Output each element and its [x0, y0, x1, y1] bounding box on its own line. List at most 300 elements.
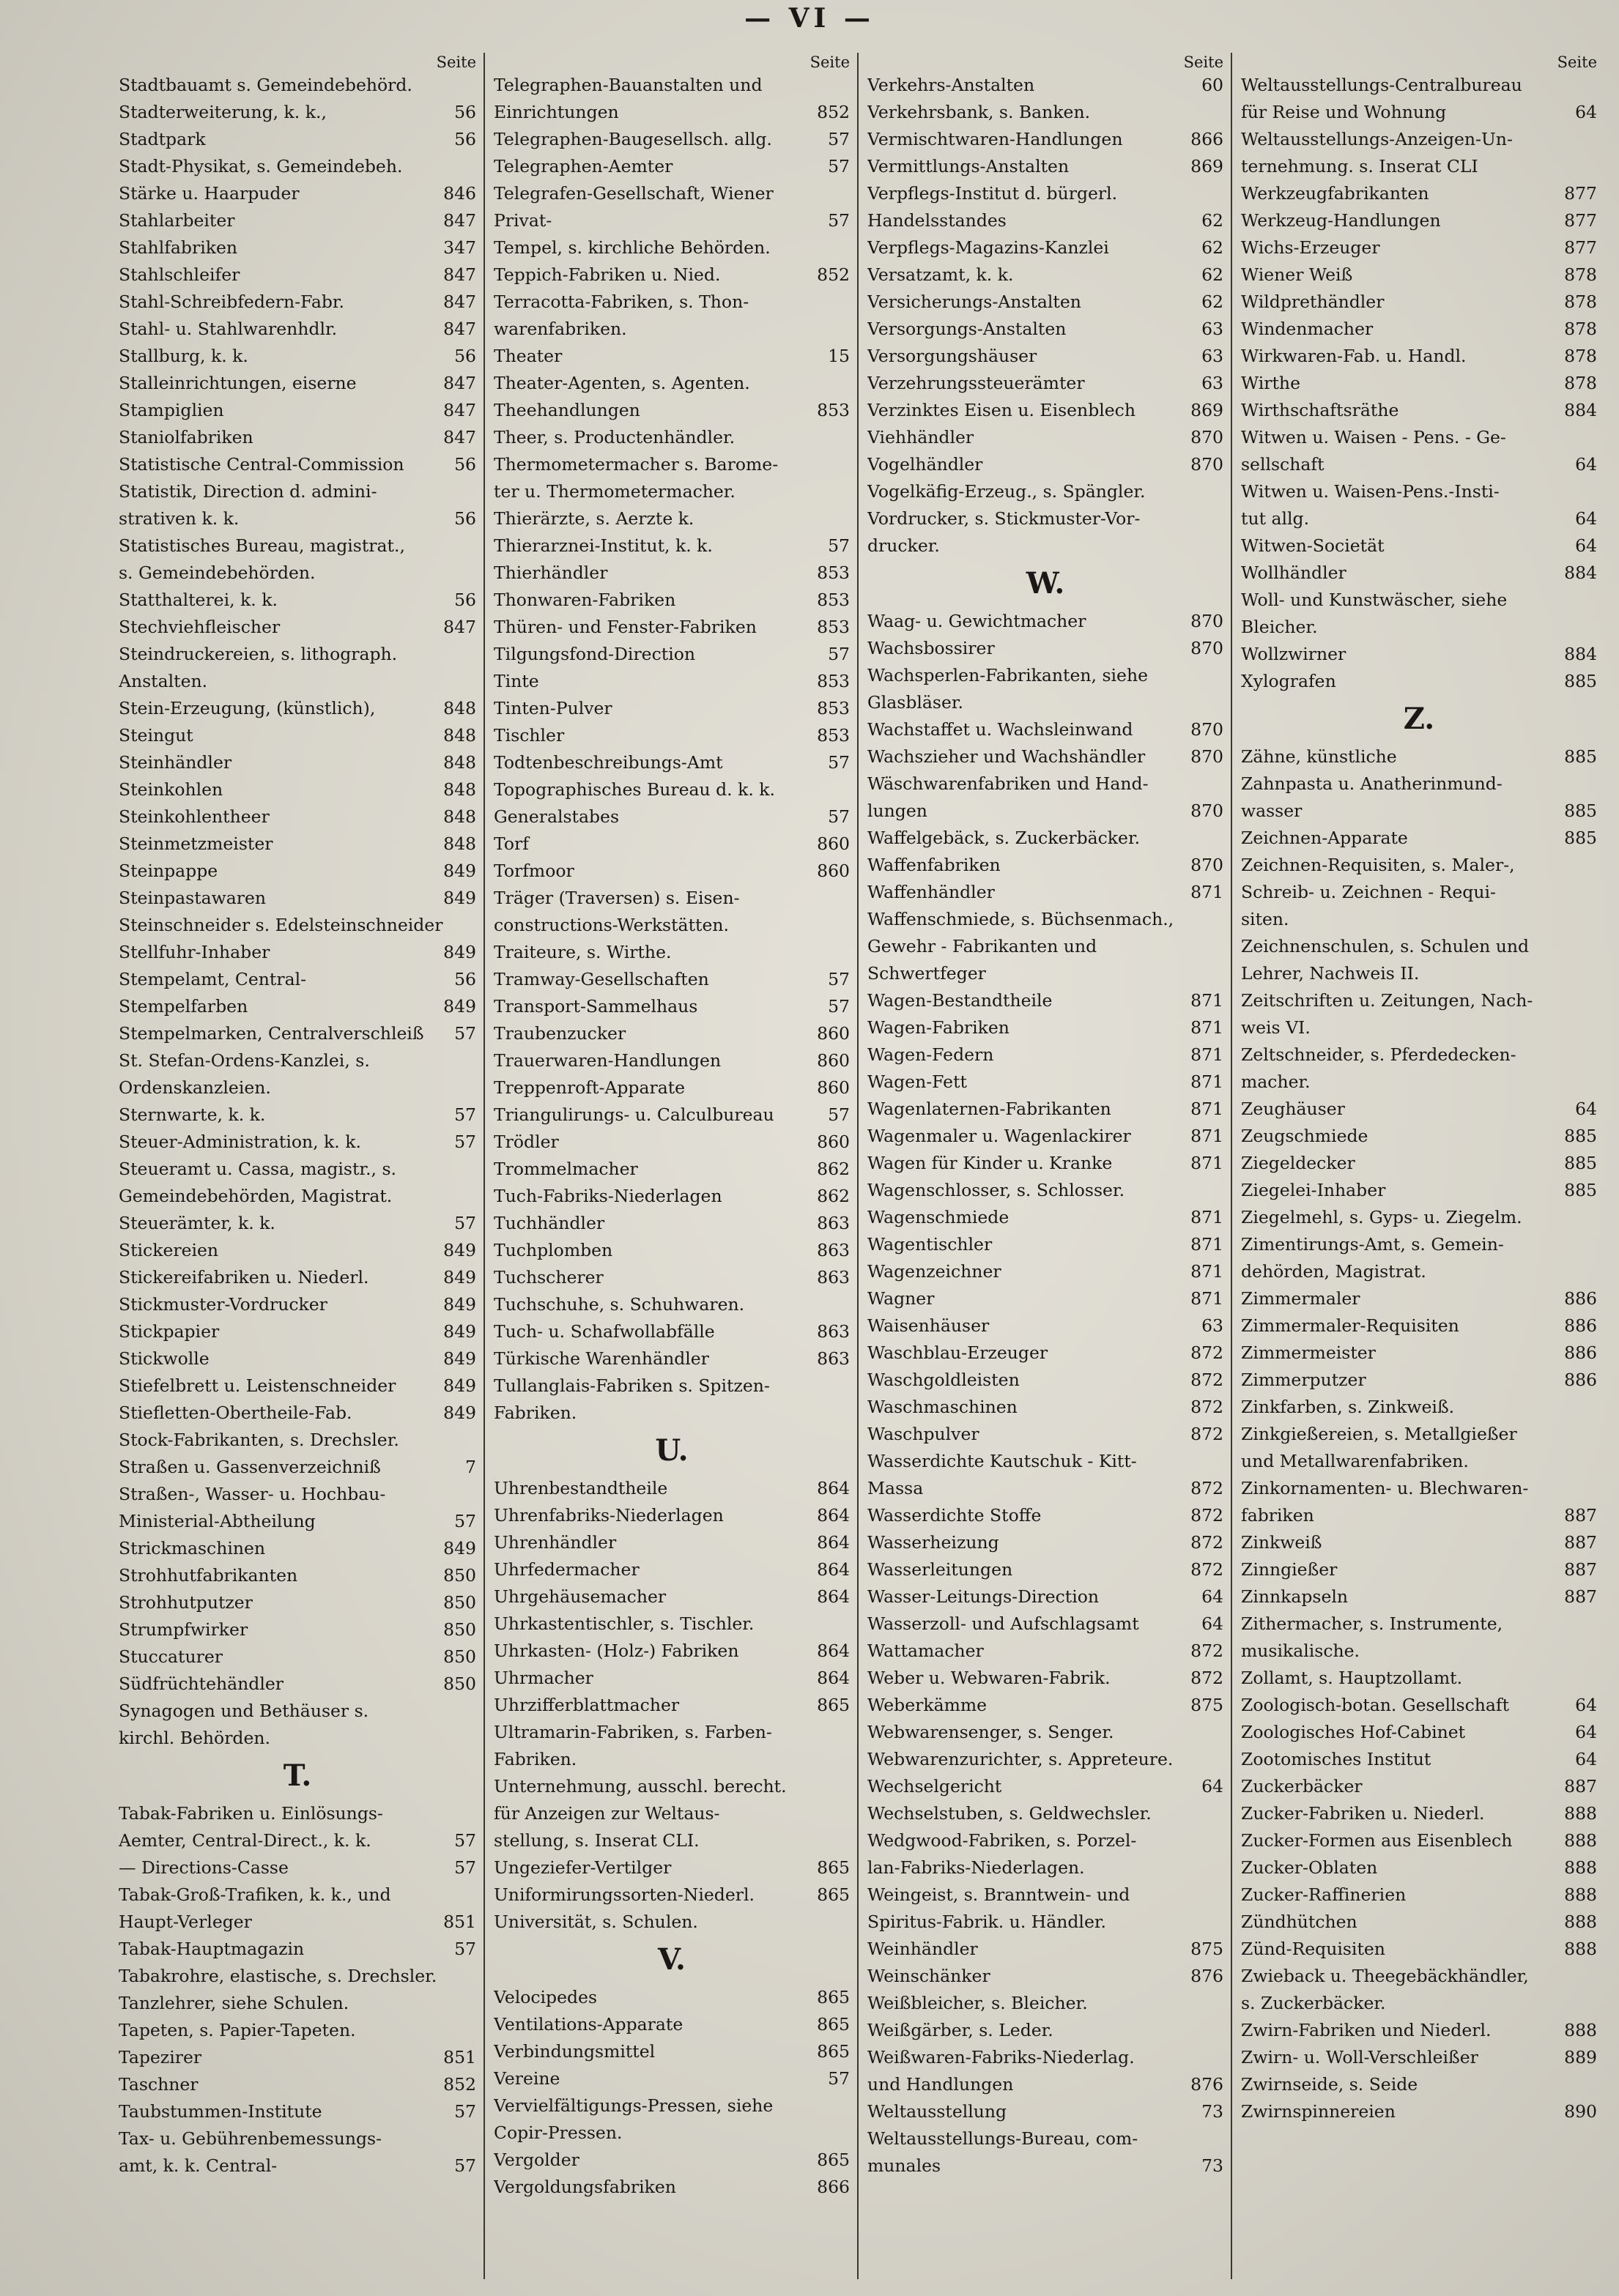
- entry-page: 57: [828, 1104, 850, 1125]
- entry-page: 64: [1201, 1613, 1223, 1634]
- entry-page: 870: [1190, 427, 1223, 447]
- index-entry: [494, 1129, 850, 1156]
- index-entry: [867, 1069, 1223, 1096]
- entry-term: Haupt-Verleger: [119, 1912, 252, 1932]
- index-entry: [867, 261, 1223, 289]
- index-entry: [1241, 798, 1597, 825]
- index-entry: [119, 1616, 476, 1643]
- entry-page: 863: [817, 1240, 850, 1260]
- entry-page: 849: [443, 1240, 476, 1260]
- index-entry: [867, 126, 1223, 153]
- entry-term: Verzinktes Eisen u. Eisenblech: [867, 400, 1135, 420]
- index-entry: [1241, 1854, 1597, 1881]
- entry-term: Stahlarbeiter: [119, 210, 235, 231]
- index-entry: [494, 451, 850, 478]
- entry-term: Stickereifabriken u. Niederl.: [119, 1267, 369, 1288]
- entry-term: Terracotta-Fabriken, s. Thon-: [494, 291, 749, 312]
- entry-page: 64: [1575, 454, 1597, 475]
- index-entry: [494, 1529, 850, 1556]
- entry-page: 853: [817, 698, 850, 718]
- index-entry: [119, 966, 476, 993]
- index-entry: [494, 1475, 850, 1502]
- entry-term: Waisenhäuser: [867, 1315, 990, 1336]
- entry-page: 64: [1575, 535, 1597, 556]
- index-entry: [867, 532, 1223, 560]
- index-entry: [1241, 370, 1597, 397]
- entry-term: Vogelkäfig-Erzeug., s. Spängler.: [867, 481, 1146, 502]
- entry-term: Zinnkapseln: [1241, 1586, 1349, 1607]
- entry-term: Tapezirer: [119, 2047, 202, 2067]
- entry-page: 847: [443, 210, 476, 231]
- index-entry: [119, 560, 476, 587]
- index-entry: [1241, 641, 1597, 668]
- entry-term: Einrichtungen: [494, 102, 619, 122]
- index-entry: [1241, 234, 1597, 261]
- index-entry: [119, 831, 476, 858]
- entry-term: Stempelfarben: [119, 996, 248, 1017]
- entry-term: Statistische Central-Commission: [119, 454, 404, 475]
- entry-term: Schreib- u. Zeichnen - Requi-: [1241, 882, 1496, 902]
- entry-term: Tempel, s. kirchliche Behörden.: [494, 237, 771, 258]
- index-entry: [1241, 1312, 1597, 1340]
- index-entry: [119, 1725, 476, 1752]
- entry-page: 7: [465, 1457, 476, 1477]
- index-entry: [119, 1372, 476, 1400]
- entry-term: Werkzeug-Handlungen: [1241, 210, 1441, 231]
- index-entry: [867, 99, 1223, 126]
- entry-term: Steueramt u. Cassa, magistr., s.: [119, 1159, 397, 1179]
- index-entry: [494, 587, 850, 614]
- entry-term: Ungeziefer-Vertilger: [494, 1857, 672, 1878]
- index-entry: [494, 1827, 850, 1854]
- section-letter: Z.: [1403, 702, 1435, 736]
- index-entry: [1241, 1583, 1597, 1610]
- entry-term: Ziegeldecker: [1241, 1153, 1355, 1173]
- entry-term: Steindruckereien, s. lithograph.: [119, 644, 398, 664]
- entry-page: 864: [817, 1668, 850, 1688]
- index-entry: [494, 858, 850, 885]
- entry-term: Vermischtwaren-Handlungen: [867, 129, 1123, 149]
- index-entry: [1241, 1177, 1597, 1204]
- entry-term: Zimmermeister: [1241, 1342, 1376, 1363]
- index-entry: [494, 560, 850, 587]
- entry-page: 63: [1201, 319, 1223, 339]
- entry-page: 847: [443, 264, 476, 285]
- entry-page: 888: [1564, 1912, 1597, 1932]
- entry-term: Vergolder: [494, 2150, 579, 2170]
- entry-term: Stellfuhr-Inhaber: [119, 942, 270, 962]
- entry-page: 872: [1190, 1505, 1223, 1526]
- index-entry: [119, 1183, 476, 1210]
- entry-term: Zinngießer: [1241, 1559, 1338, 1580]
- entry-term: Ziegelei-Inhaber: [1241, 1180, 1386, 1200]
- index-entry: [494, 641, 850, 668]
- entry-page: 15: [828, 346, 850, 366]
- entry-term: Steinkohlen: [119, 779, 223, 800]
- index-entry: [119, 587, 476, 614]
- entry-term: Uniformirungssorten-Niederl.: [494, 1884, 755, 1905]
- entry-term: Gemeindebehörden, Magistrat.: [119, 1186, 393, 1206]
- entry-page: 848: [443, 833, 476, 854]
- entry-page: 853: [817, 617, 850, 637]
- entry-term: Stiefletten-Obertheile-Fab.: [119, 1403, 352, 1423]
- index-entry: [494, 2011, 850, 2038]
- index-entry: [119, 1671, 476, 1698]
- index-entry: [1241, 1150, 1597, 1177]
- entry-term: Werkzeugfabrikanten: [1241, 183, 1429, 204]
- entry-term: St. Stefan-Ordens-Kanzlei, s.: [119, 1050, 370, 1071]
- entry-page: 853: [817, 725, 850, 746]
- entry-term: Zwirn- u. Woll-Verschleißer: [1241, 2047, 1478, 2067]
- entry-term: Sternwarte, k. k.: [119, 1104, 266, 1125]
- index-entry: [1241, 1014, 1597, 1041]
- index-entry: [1241, 614, 1597, 641]
- entry-term: Stampiglien: [119, 400, 224, 420]
- index-entry: [1241, 1936, 1597, 1963]
- entry-term: fabriken: [1241, 1505, 1314, 1526]
- index-entry: [867, 1150, 1223, 1177]
- entry-term: Generalstabes: [494, 806, 620, 827]
- index-entry: [1241, 1394, 1597, 1421]
- index-entry: [867, 180, 1223, 207]
- entry-page: 852: [817, 264, 850, 285]
- entry-page: 890: [1564, 2101, 1597, 2122]
- entry-term: Stadterweiterung, k. k.,: [119, 102, 327, 122]
- entry-page: 850: [443, 1646, 476, 1667]
- entry-term: Tuchscherer: [494, 1267, 604, 1288]
- entry-term: Zündhütchen: [1241, 1912, 1357, 1932]
- entry-term: Telegraphen-Baugesellsch. allg.: [494, 129, 772, 149]
- entry-page: 848: [443, 752, 476, 773]
- entry-term: Zimmermaler: [1241, 1288, 1360, 1309]
- entry-term: Steuerämter, k. k.: [119, 1213, 275, 1233]
- entry-term: Versorgungshäuser: [867, 346, 1037, 366]
- entry-term: Tinten-Pulver: [494, 698, 612, 718]
- index-entry: [494, 316, 850, 343]
- index-entry: [494, 343, 850, 370]
- index-entry: [867, 1963, 1223, 1990]
- entry-page: 62: [1201, 291, 1223, 312]
- entry-page: 64: [1575, 102, 1597, 122]
- entry-term: Statistik, Direction d. admini-: [119, 481, 377, 502]
- section-letter: V.: [658, 1942, 686, 1977]
- entry-page: 885: [1564, 828, 1597, 848]
- index-entry: [119, 695, 476, 722]
- entry-term: Tuch-Fabriks-Niederlagen: [494, 1186, 722, 1206]
- entry-page: 57: [828, 156, 850, 177]
- entry-term: Uhrenhändler: [494, 1532, 617, 1553]
- index-entry: [867, 1177, 1223, 1204]
- entry-term: Stempelmarken, Centralverschleiß: [119, 1023, 424, 1044]
- entry-term: Steuer-Administration, k. k.: [119, 1132, 361, 1152]
- entry-term: Taschner: [119, 2074, 199, 2095]
- index-entry: [1241, 505, 1597, 532]
- entry-page: 864: [817, 1532, 850, 1553]
- index-entry: [494, 1264, 850, 1291]
- entry-page: 870: [1190, 719, 1223, 740]
- entry-page: 851: [443, 1912, 476, 1932]
- entry-term: Witwen-Societät: [1241, 535, 1385, 556]
- index-entry: [494, 1400, 850, 1427]
- entry-page: 864: [817, 1505, 850, 1526]
- entry-page: 878: [1564, 373, 1597, 393]
- entry-page: 888: [1564, 1830, 1597, 1851]
- entry-term: Copir-Pressen.: [494, 2122, 623, 2143]
- entry-term: Theater: [494, 346, 563, 366]
- entry-page: 872: [1190, 1370, 1223, 1390]
- index-column-3: [857, 53, 1231, 2279]
- entry-page: 871: [1190, 1288, 1223, 1309]
- entry-term: Triangulirungs- u. Calculbureau: [494, 1104, 774, 1125]
- index-entry: [119, 2017, 476, 2044]
- index-entry: [867, 1340, 1223, 1367]
- entry-page: 886: [1564, 1370, 1597, 1390]
- entry-term: Wagner: [867, 1288, 935, 1309]
- entry-term: Lehrer, Nachweis II.: [1241, 963, 1420, 984]
- entry-term: s. Zuckerbäcker.: [1241, 1993, 1386, 2013]
- entry-page: 869: [1190, 156, 1223, 177]
- entry-term: Zinkweiß: [1241, 1532, 1322, 1553]
- entry-term: Stahlfabriken: [119, 237, 237, 258]
- entry-page: 57: [828, 535, 850, 556]
- index-entry: [867, 370, 1223, 397]
- index-entry: [1241, 668, 1597, 695]
- index-entry: [494, 1773, 850, 1800]
- index-entry: [867, 1394, 1223, 1421]
- entry-term: Tax- u. Gebührenbemessungs-: [119, 2128, 382, 2149]
- entry-term: Versatzamt, k. k.: [867, 264, 1014, 285]
- index-entry: [1241, 852, 1597, 879]
- entry-term: Trauerwaren-Handlungen: [494, 1050, 722, 1071]
- entry-term: Steinkohlentheer: [119, 806, 270, 827]
- entry-term: Weltausstellungs-Bureau, com-: [867, 2128, 1138, 2149]
- index-entry: [867, 960, 1223, 987]
- index-entry: [867, 1421, 1223, 1448]
- index-entry: [1241, 1719, 1597, 1746]
- entry-page: 57: [454, 1857, 476, 1878]
- entry-term: Stallburg, k. k.: [119, 346, 248, 366]
- index-entry: [1241, 1773, 1597, 1800]
- entry-page: 888: [1564, 1939, 1597, 1959]
- entry-term: für Anzeigen zur Weltaus-: [494, 1803, 720, 1824]
- index-entry: [119, 532, 476, 560]
- index-entry: [494, 1210, 850, 1237]
- entry-page: 850: [443, 1619, 476, 1640]
- entry-page: 57: [828, 644, 850, 664]
- index-entry: [1241, 72, 1597, 99]
- entry-term: Weingeist, s. Branntwein- und: [867, 1884, 1130, 1905]
- index-entry: [494, 289, 850, 316]
- entry-term: Webwarenzurichter, s. Appreteure.: [867, 1749, 1174, 1769]
- column-header-seite: Seite: [1183, 53, 1223, 71]
- index-entry: [119, 1156, 476, 1183]
- entry-page: 860: [817, 1077, 850, 1098]
- entry-term: Tuchhändler: [494, 1213, 605, 1233]
- index-entry: [494, 695, 850, 722]
- entry-term: Wasserheizung: [867, 1532, 999, 1553]
- entry-page: 57: [454, 1104, 476, 1125]
- entry-term: Stadtbauamt s. Gemeindebehörd.: [119, 75, 412, 95]
- entry-term: Velocipedes: [494, 1987, 598, 2007]
- index-entry: [1241, 261, 1597, 289]
- entry-term: Zinkfarben, s. Zinkweiß.: [1241, 1397, 1455, 1417]
- entry-term: Uhrzifferblattmacher: [494, 1695, 680, 1715]
- index-entry: [494, 1318, 850, 1345]
- index-entry: [119, 993, 476, 1020]
- entry-page: 851: [443, 2047, 476, 2067]
- index-entry: [494, 532, 850, 560]
- index-entry: [1241, 289, 1597, 316]
- entry-page: 872: [1190, 1397, 1223, 1417]
- entry-term: Wasserleitungen: [867, 1559, 1013, 1580]
- entry-page: 57: [828, 210, 850, 231]
- entry-term: Stickpapier: [119, 1321, 220, 1342]
- index-entry: [867, 289, 1223, 316]
- entry-term: Topographisches Bureau d. k. k.: [494, 779, 775, 800]
- index-entry: [494, 668, 850, 695]
- entry-term: Tullanglais-Fabriken s. Spitzen-: [494, 1375, 770, 1396]
- entry-page: 863: [817, 1213, 850, 1233]
- entry-term: Schwertfeger: [867, 963, 986, 984]
- entry-page: 863: [817, 1321, 850, 1342]
- entry-page: 847: [443, 319, 476, 339]
- entry-page: 872: [1190, 1478, 1223, 1498]
- entry-term: Uhrenbestandtheile: [494, 1478, 668, 1498]
- entry-page: 853: [817, 562, 850, 583]
- index-column-1: [110, 53, 484, 2279]
- entry-page: 871: [1190, 990, 1223, 1011]
- entry-page: 878: [1564, 346, 1597, 366]
- entry-term: Stiefelbrett u. Leistenschneider: [119, 1375, 396, 1396]
- entry-page: 57: [828, 969, 850, 989]
- entry-page: 865: [817, 1884, 850, 1905]
- index-entry: [867, 1231, 1223, 1258]
- entry-term: Synagogen und Bethäuser s.: [119, 1701, 369, 1721]
- entry-page: 863: [817, 1348, 850, 1369]
- entry-term: Stock-Fabrikanten, s. Drechsler.: [119, 1430, 399, 1450]
- index-entry: [867, 1773, 1223, 1800]
- entry-page: 64: [1201, 1586, 1223, 1607]
- entry-page: 872: [1190, 1424, 1223, 1444]
- index-entry: [494, 749, 850, 776]
- index-entry: [119, 885, 476, 912]
- entry-page: 872: [1190, 1342, 1223, 1363]
- entry-term: Wagenschlosser, s. Schlosser.: [867, 1180, 1125, 1200]
- index-entry: [494, 424, 850, 451]
- entry-page: 885: [1564, 800, 1597, 821]
- index-entry: [119, 316, 476, 343]
- entry-page: 877: [1564, 237, 1597, 258]
- entry-page: 864: [817, 1641, 850, 1661]
- index-entry: [1241, 424, 1597, 451]
- index-entry: [119, 1909, 476, 1936]
- index-entry: [1241, 316, 1597, 343]
- entry-page: 57: [828, 806, 850, 827]
- entry-term: Wagenmaler u. Wagenlackirer: [867, 1126, 1131, 1146]
- entry-term: ternehmung. s. Inserat CLI: [1241, 156, 1478, 177]
- entry-page: 64: [1201, 1776, 1223, 1797]
- entry-term: Zeichnenschulen, s. Schulen und: [1241, 936, 1530, 956]
- entry-term: Tramway-Gesellschaften: [494, 969, 709, 989]
- entry-term: Weltausstellungs-Centralbureau: [1241, 75, 1522, 95]
- entry-page: 62: [1201, 264, 1223, 285]
- entry-page: 57: [454, 1830, 476, 1851]
- entry-term: Zeugschmiede: [1241, 1126, 1368, 1146]
- index-entry: [494, 180, 850, 207]
- entry-term: Stärke u. Haarpuder: [119, 183, 300, 204]
- index-entry: [867, 743, 1223, 770]
- index-entry: [494, 234, 850, 261]
- index-entry: [119, 1643, 476, 1671]
- index-entry: [119, 1047, 476, 1074]
- index-entry: [119, 478, 476, 505]
- entry-term: Fabriken.: [494, 1403, 577, 1423]
- entry-term: Steingut: [119, 725, 193, 746]
- entry-term: Torfmoor: [494, 861, 574, 881]
- entry-term: Weltausstellungs-Anzeigen-Un-: [1241, 129, 1513, 149]
- entry-page: 865: [817, 1695, 850, 1715]
- index-entry: [119, 1990, 476, 2017]
- entry-term: Stickwolle: [119, 1348, 210, 1369]
- index-entry: [119, 1318, 476, 1345]
- entry-term: stellung, s. Inserat CLI.: [494, 1830, 700, 1851]
- entry-term: Teppich-Fabriken u. Nied.: [494, 264, 721, 285]
- entry-page: 878: [1564, 319, 1597, 339]
- entry-page: 56: [454, 969, 476, 989]
- entry-page: 849: [443, 1538, 476, 1558]
- index-entry: [494, 1101, 850, 1129]
- index-entry: [1241, 906, 1597, 933]
- entry-term: Wagenschmiede: [867, 1207, 1009, 1227]
- entry-page: 864: [817, 1559, 850, 1580]
- entry-term: tut allg.: [1241, 508, 1310, 529]
- entry-page: 877: [1564, 183, 1597, 204]
- column-header-seite: Seite: [436, 53, 476, 71]
- index-entry: [494, 1800, 850, 1827]
- entry-term: Uhrkasten- (Holz-) Fabriken: [494, 1641, 739, 1661]
- index-entry: [119, 424, 476, 451]
- index-entry: [1241, 2044, 1597, 2071]
- entry-page: 884: [1564, 562, 1597, 583]
- index-entry: [119, 1427, 476, 1454]
- entry-term: Steinschneider s. Edelsteinschneider: [119, 915, 443, 935]
- entry-term: für Reise und Wohnung: [1241, 102, 1447, 122]
- index-entry: [494, 614, 850, 641]
- entry-term: Zoologisch-botan. Gesellschaft: [1241, 1695, 1510, 1715]
- entry-term: Stuccaturer: [119, 1646, 223, 1667]
- index-entry: [494, 261, 850, 289]
- index-entry: [1241, 2071, 1597, 2098]
- entry-page: 878: [1564, 291, 1597, 312]
- entry-term: Waffenhändler: [867, 882, 995, 902]
- entry-term: Weltausstellung: [867, 2101, 1007, 2122]
- entry-term: Taubstummen-Institute: [119, 2101, 322, 2122]
- entry-page: 875: [1190, 1695, 1223, 1715]
- entry-term: Versorgungs-Anstalten: [867, 319, 1067, 339]
- entry-page: 866: [1190, 129, 1223, 149]
- index-entry: [867, 1800, 1223, 1827]
- entry-term: kirchl. Behörden.: [119, 1728, 270, 1748]
- entry-page: 872: [1190, 1641, 1223, 1661]
- entry-term: Wagen-Fabriken: [867, 1017, 1009, 1038]
- index-entry: [867, 478, 1223, 505]
- entry-page: 57: [454, 2101, 476, 2122]
- entry-page: 64: [1575, 1722, 1597, 1742]
- index-entry: [867, 1936, 1223, 1963]
- index-entry: [867, 716, 1223, 743]
- entry-term: Zootomisches Institut: [1241, 1749, 1431, 1769]
- entry-page: 64: [1575, 508, 1597, 529]
